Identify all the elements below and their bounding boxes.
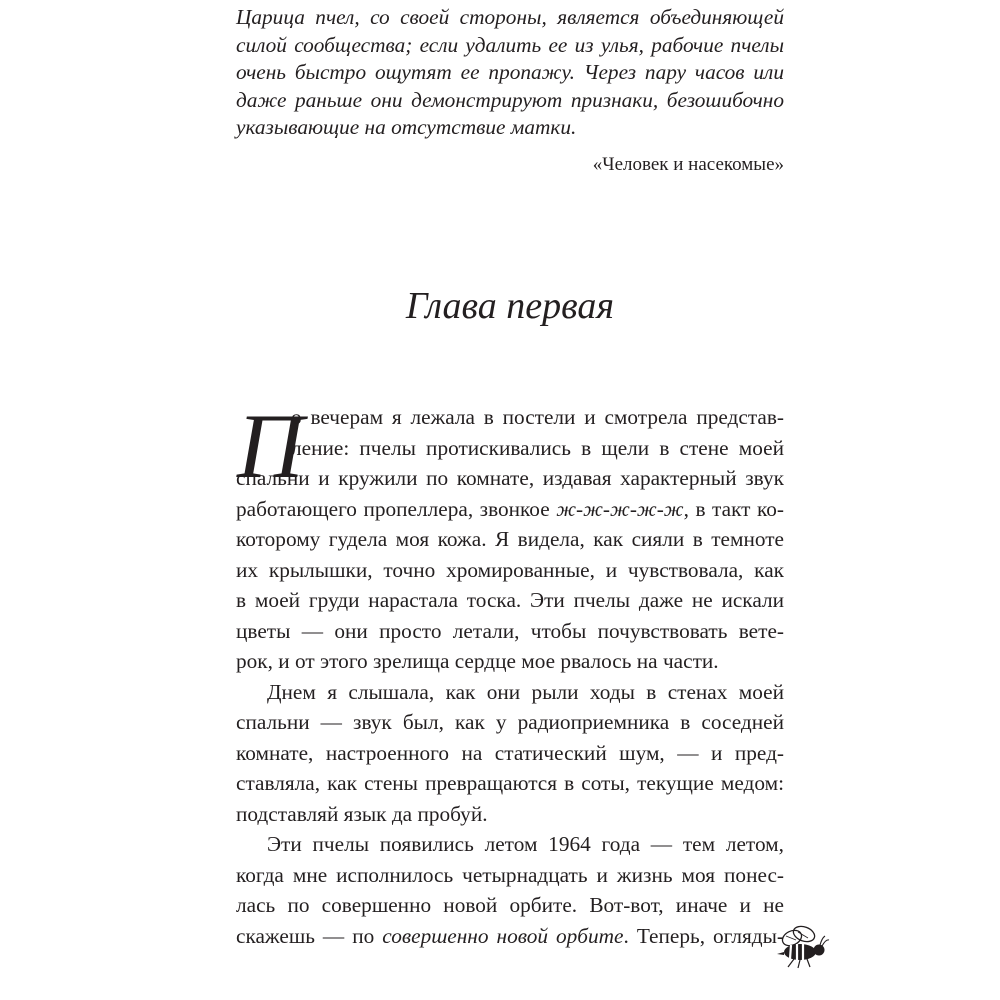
body-line: о вечерам я лежала в постели и смотрела представ- [291,405,784,429]
body-line: комнате, настроенного на статический шум, — и пред- [236,740,784,765]
body-line: Эти пчелы появились летом 1964 года — тем летом, [267,832,784,856]
epigraph-line: очень быстро ощутят ее пропажу. Через пару часов или [236,60,784,85]
body-line: цветы — они просто летали, чтобы почувствовать вете- [236,618,784,643]
epigraph-source: «Человек и насекомые» [592,154,784,175]
body-line-part: работающего пропеллера, звонкое [236,496,557,521]
drop-cap: П [237,395,304,497]
bee-icon [770,924,832,970]
body-line: их крылышки, точно хромированные, и чувствовала, как [236,557,784,582]
epigraph [236,4,784,142]
body-line: спальни — звук был, как у радиоприемника в соседней [236,710,784,734]
body-line [236,494,784,525]
italic-orbit: совершенно новой орбите [382,923,624,948]
body-line: Днем я слышала, как они рыли ходы в стенах моей [267,679,784,704]
body-line: рок, и от этого зрелища сердце мое рвалось на части. [236,649,719,673]
body-line: когда мне исполнилось четырнадцать и жизнь моя понес- [236,862,784,887]
chapter-title: Глава первая [405,285,615,327]
body-line: которому гудела моя кожа. Я видела, как сияли в темноте [236,527,784,551]
epigraph-line: даже раньше они демонстрируют признаки, безошибочно [236,87,784,112]
body-line: подставляй язык да пробуй. [236,801,488,826]
body-line: в моей груди нарастала тоска. Эти пчелы даже не искали [236,588,784,612]
body-line: ставляла, как стены превращаются в соты, текущие медом: [236,771,784,795]
epigraph-line: Царица пчел, со своей стороны, является объединяющей [236,5,784,29]
italic-buzz: ж-ж-ж-ж-ж [556,496,684,521]
body-line: ление: пчелы протискивались в щели в стене моей [291,435,784,460]
body-line: спальни и кружили по комнате, издавая характерный звук [236,466,784,490]
body-text [236,402,784,951]
body-line: лась по совершенно новой орбите. Вот-вот, иначе и не [236,893,784,917]
body-line-part: скажешь — по [236,923,383,948]
body-line-part: . Теперь, огляды- [623,923,784,948]
epigraph-line: силой сообщества; если удалить ее из улья, рабочие пчелы [236,32,784,57]
epigraph-line: указывающие на отсутствие матки. [236,115,577,140]
body-line [236,921,784,952]
body-line-part: , в такт ко- [683,496,784,521]
